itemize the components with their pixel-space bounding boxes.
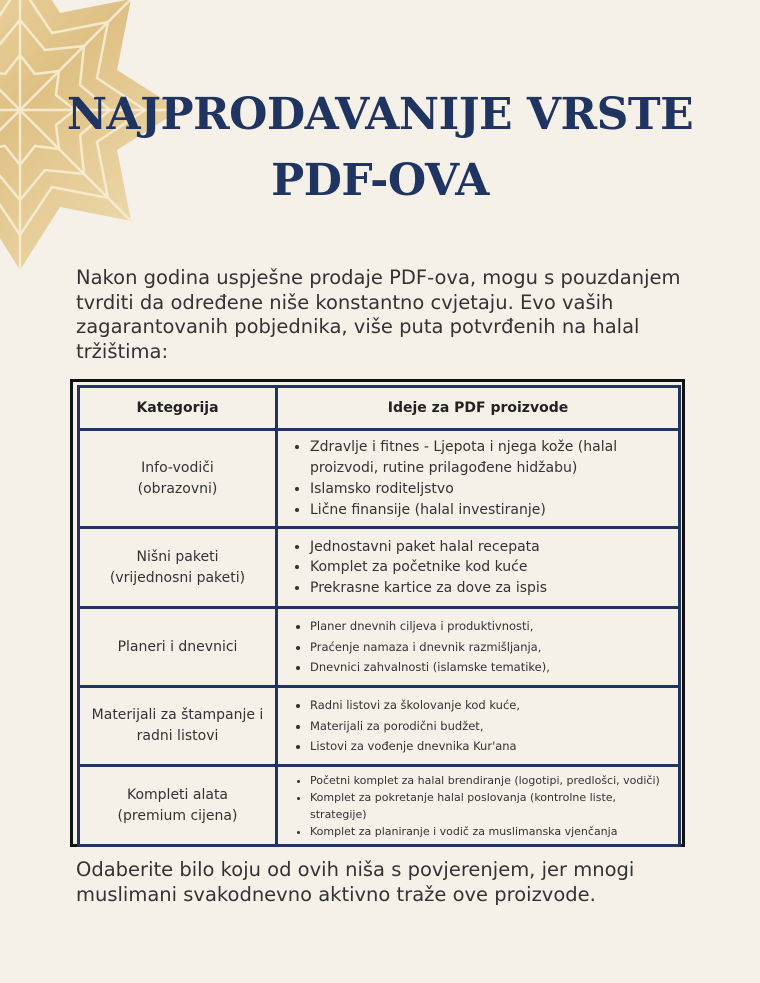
idea-item: • Radni listovi za školovanje kod kuće,	[310, 695, 672, 716]
idea-item: • Listovi za vođenje dnevnika Kur'ana	[310, 736, 672, 757]
intro-paragraph: Nakon godina uspješne prodaje PDF-ova, mogu s pouzdanjem tvrditi da određene niše konstantno cvjetaju. Evo vaših zagarantovanih pobjednika, više puta potvrđenih na halal tržištima:	[76, 266, 681, 363]
idea-item: • Materijali za porodični budžet,	[310, 716, 672, 737]
category-cell	[79, 687, 277, 766]
closing-paragraph: Odaberite bilo koju od ovih niša s povjerenjem, jer mnogi muslimani svakodnevno aktivno traže ove proizvode.	[76, 858, 635, 906]
idea-item: • Islamsko roditeljstvo	[310, 479, 672, 500]
table-row	[79, 528, 680, 608]
idea-item: • Dnevnici zahvalnosti (islamske tematike),	[310, 657, 672, 678]
ideas-cell	[277, 766, 680, 846]
table-row	[79, 687, 680, 766]
category-line: (premium cijena)	[117, 807, 238, 824]
header-ideas: Ideje za PDF proizvode	[277, 387, 680, 430]
idea-item: • Komplet za pokretanje halal poslovanja (kontrolne liste, strategije)	[310, 789, 672, 823]
category-line: (obrazovni)	[137, 480, 218, 497]
idea-item: • Praćenje namaza i dnevnik razmišljanja,	[310, 637, 672, 658]
table-row	[79, 766, 680, 846]
table-row	[79, 608, 680, 687]
header-category: Kategorija	[79, 387, 277, 430]
category-line: Planeri i dnevnici	[117, 638, 238, 655]
table-row	[79, 430, 680, 528]
category-cell	[79, 528, 277, 608]
idea-item: • Prekrasne kartice za dove za ispis	[310, 578, 672, 599]
idea-item: • Početni komplet za halal brendiranje (logotipi, predlošci, vodiči)	[310, 772, 672, 789]
ideas-cell	[277, 528, 680, 608]
idea-item: • Lične finansije (halal investiranje)	[310, 500, 672, 521]
category-line: Nišni paketi	[136, 548, 219, 565]
idea-item: • Komplet za početnike kod kuće	[310, 557, 672, 578]
category-cell	[79, 766, 277, 846]
category-cell	[79, 430, 277, 528]
ideas-cell	[277, 687, 680, 766]
category-line: Kompleti alata	[126, 786, 229, 803]
category-cell	[79, 608, 277, 687]
category-line: Info-vodiči	[141, 459, 214, 476]
page-title	[0, 82, 760, 214]
idea-item: • Planer dnevnih ciljeva i produktivnosti,	[310, 616, 672, 637]
page-title-line-1: NAJPRODAVANIJE VRSTE	[66, 89, 694, 140]
category-line: Materijali za štampanje i	[91, 707, 264, 723]
category-line: radni listovi	[136, 728, 219, 744]
pdf-categories-table	[70, 379, 685, 847]
table-header-row	[79, 387, 680, 430]
category-line: (vrijednosni paketi)	[109, 569, 246, 586]
idea-item: • Jednostavni paket halal recepata	[310, 537, 672, 558]
idea-item: • Zdravlje i fitnes - Ljepota i njega kože (halal proizvodi, rutine prilagođene hidžabu)	[310, 437, 672, 479]
ideas-cell	[277, 608, 680, 687]
idea-item: • Komplet za planiranje i vodič za muslimanska vjenčanja	[310, 823, 672, 840]
page-title-line-2: PDF-OVA	[271, 155, 489, 206]
ideas-cell	[277, 430, 680, 528]
